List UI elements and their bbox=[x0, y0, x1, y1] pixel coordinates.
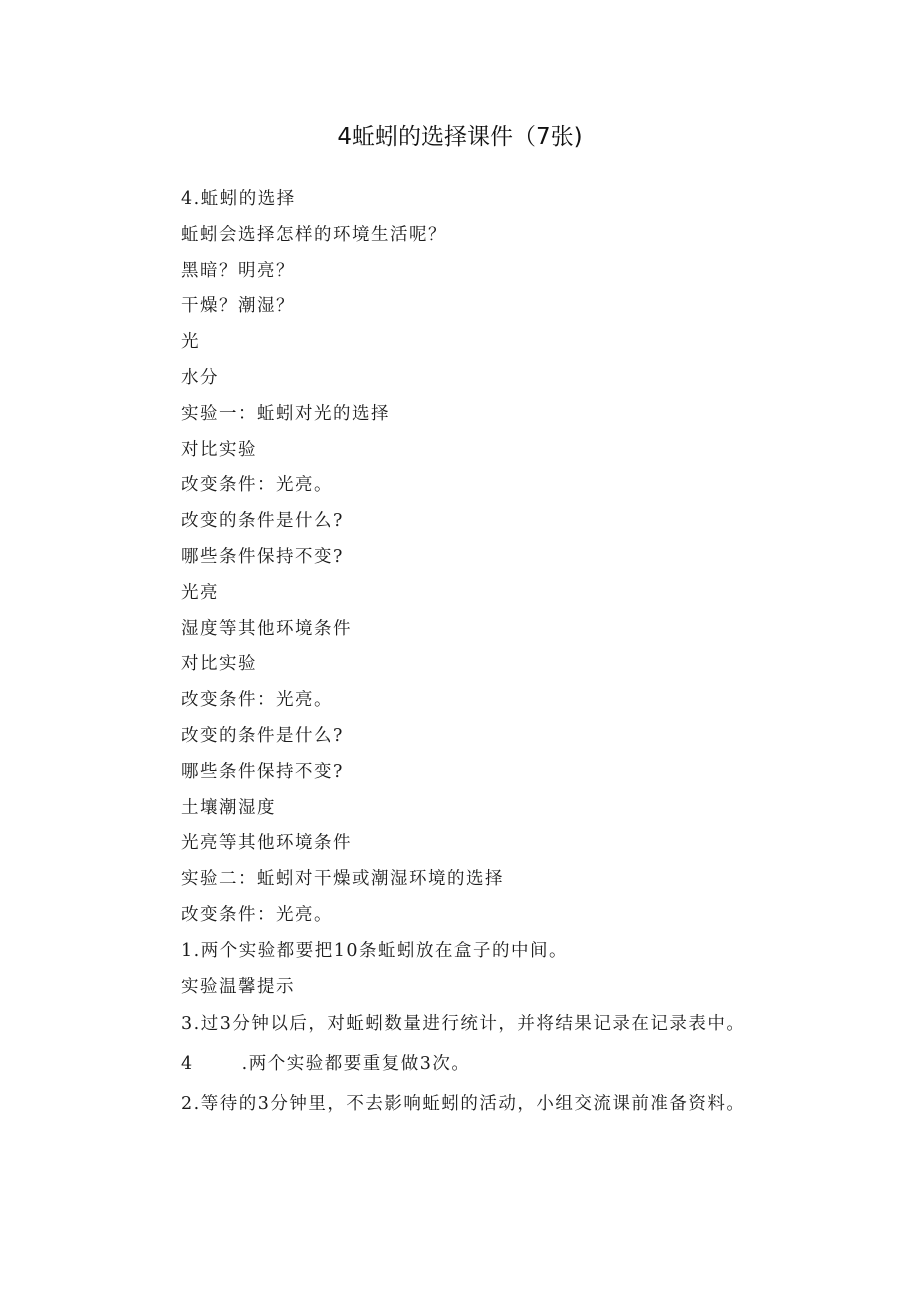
numbered-paragraph bbox=[141, 1088, 761, 1120]
text-line: 哪些条件保持不变? bbox=[181, 761, 344, 782]
text-line: 土壤潮湿度 bbox=[181, 797, 276, 818]
text-line: 改变的条件是什么? bbox=[181, 511, 344, 532]
text-line: 改变条件：光亮。 bbox=[181, 690, 333, 711]
document-title: 4蚯蚓的选择课件（7张) bbox=[337, 124, 583, 150]
text-line: 1.两个实验都要把10条蚯蚓放在盒子的中间。 bbox=[181, 940, 568, 961]
text-line: 实验一：蚯蚓对光的选择 bbox=[181, 403, 390, 424]
text-line: 实验温馨提示 bbox=[181, 976, 295, 997]
text-line: 改变条件：光亮。 bbox=[181, 475, 333, 496]
text-line: 光 bbox=[181, 332, 200, 353]
text-line: 水分 bbox=[181, 367, 219, 388]
text-line: 干燥？潮湿？ bbox=[181, 296, 295, 317]
text-line: 改变条件：光亮。 bbox=[181, 904, 333, 925]
text-line: 湿度等其他环境条件 bbox=[181, 618, 352, 639]
paragraph-text: .等待的3分钟里，不去影响蚯蚓的活动，小组交流课前准备资料。 bbox=[193, 1093, 746, 1114]
text-line: 黑暗？明亮？ bbox=[181, 260, 295, 281]
text-line: 蚯蚓会选择怎样的环境生活呢？ bbox=[181, 224, 447, 245]
text-line: 实验二：蚯蚓对干燥或潮湿环境的选择 bbox=[181, 869, 504, 890]
paragraph-number: 2 bbox=[181, 1093, 194, 1114]
text-line: 光亮 bbox=[181, 582, 219, 603]
text-line: 对比实验 bbox=[181, 654, 257, 675]
text-line: 光亮等其他环境条件 bbox=[181, 833, 352, 854]
paragraph-number: 4 bbox=[181, 1054, 194, 1075]
numbered-paragraph bbox=[141, 1008, 761, 1040]
text-line: 4.蚯蚓的选择 bbox=[181, 189, 296, 209]
text-line: 哪些条件保持不变? bbox=[181, 546, 344, 567]
document-body bbox=[141, 185, 761, 1128]
paragraph-text: .两个实验都要重复做3次。 bbox=[241, 1054, 471, 1075]
numbered-paragraph bbox=[141, 1048, 761, 1080]
text-line: 改变的条件是什么? bbox=[181, 725, 344, 746]
paragraph-number: 3 bbox=[181, 1014, 194, 1035]
paragraph-text: .过3分钟以后，对蚯蚓数量进行统计，并将结果记录在记录表中。 bbox=[193, 1014, 746, 1035]
text-line: 对比实验 bbox=[181, 439, 257, 460]
